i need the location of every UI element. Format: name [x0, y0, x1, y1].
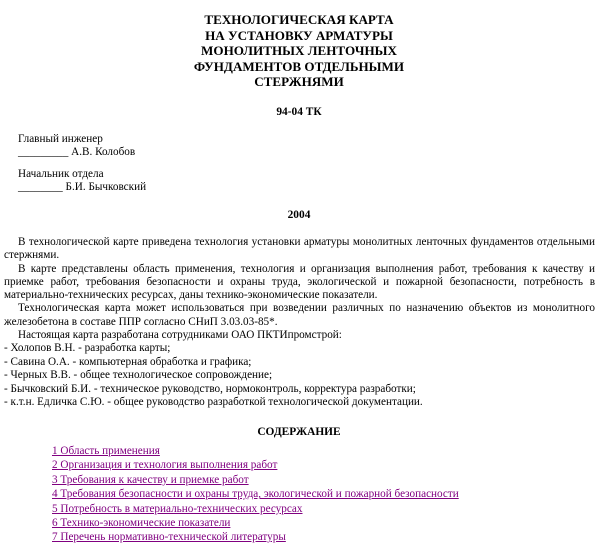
document-year: 2004	[287, 209, 311, 221]
staff-item: - Холопов В.Н. - разработка карты;	[4, 342, 171, 355]
toc-item	[52, 530, 459, 544]
signature-blank: ________	[18, 181, 63, 193]
paragraph: Настоящая карта разработана сотрудниками ОАО ПКТИпромстрой:	[18, 329, 342, 342]
toc-item	[52, 502, 459, 516]
toc-link-safety[interactable]: 4 Требования безопасности и охраны труда, экологической и пожарной безопасности	[52, 488, 459, 501]
staff-item: - Савина О.А. - компьютерная обработка и графика;	[4, 355, 252, 368]
toc-heading: СОДЕРЖАНИЕ	[257, 426, 341, 438]
signature-name: Б.И. Бычковский	[65, 181, 147, 193]
signature-role: Главный инженер	[18, 133, 103, 145]
signature-chief-engineer	[18, 133, 135, 159]
paragraph: В технологической карте приведена технология установки арматуры монолитных ленточных фундаментов отдельными стержнями.	[4, 236, 595, 262]
signature-department-head	[18, 168, 146, 194]
staff-item: - Бычковский Б.И. - техническое руководство, нормоконтроль, корректура разработки;	[4, 382, 416, 395]
toc-item	[52, 458, 459, 472]
staff-item: - Черных В.В. - общее технологическое сопровождение;	[4, 369, 273, 382]
document-code: 94-04 ТК	[276, 106, 322, 118]
signature-line	[18, 146, 135, 159]
title-line: МОНОЛИТНЫХ ЛЕНТОЧНЫХ	[201, 43, 397, 58]
toc-link-scope[interactable]: 1 Область применения	[52, 445, 160, 457]
toc-item	[52, 487, 459, 501]
signature-role: Начальник отдела	[18, 168, 104, 180]
title-line: ФУНДАМЕНТОВ ОТДЕЛЬНЫМИ	[193, 58, 405, 74]
document-body	[4, 236, 595, 409]
toc-item	[52, 444, 459, 458]
staff-item: - к.т.н. Едличка С.Ю. - общее руководство разработкой технологической документации.	[4, 396, 423, 408]
toc-item	[52, 473, 459, 487]
title-line: НА УСТАНОВКУ АРМАТУРЫ	[205, 27, 393, 43]
title-line: СТЕРЖНЯМИ	[254, 74, 344, 89]
document-title	[0, 12, 598, 90]
toc-link-references[interactable]: 7 Перечень нормативно-технической литературы	[52, 531, 286, 544]
toc-link-resources[interactable]: 5 Потребность в материально-технических ресурсах	[52, 502, 303, 515]
paragraph: В карте представлены область применения, технология и организация выполнения работ, требования к качеству и приемке работ, требования безопасности и охраны труда, экологической и пожарной безопасности, потребность в материально-технических ресурсах, даны технико-экономические показатели.	[4, 262, 595, 302]
toc-item	[52, 516, 459, 530]
toc-link-organization[interactable]: 2 Организация и технология выполнения работ	[52, 459, 278, 472]
table-of-contents	[52, 444, 459, 545]
title-line: ТЕХНОЛОГИЧЕСКАЯ КАРТА	[204, 12, 394, 27]
toc-link-economics[interactable]: 6 Технико-экономические показатели	[52, 517, 231, 530]
signature-name: А.В. Колобов	[71, 146, 136, 158]
staff-list	[4, 342, 595, 409]
toc-link-quality[interactable]: 3 Требования к качеству и приемке работ	[52, 473, 249, 486]
signature-line	[18, 181, 146, 194]
paragraph: Технологическая карта может использоваться при возведении различных по назначению объектов из монолитного железобетона в составе ППР согласно СНиП 3.03.03-85*.	[4, 302, 595, 328]
signature-blank: _________	[18, 146, 69, 158]
